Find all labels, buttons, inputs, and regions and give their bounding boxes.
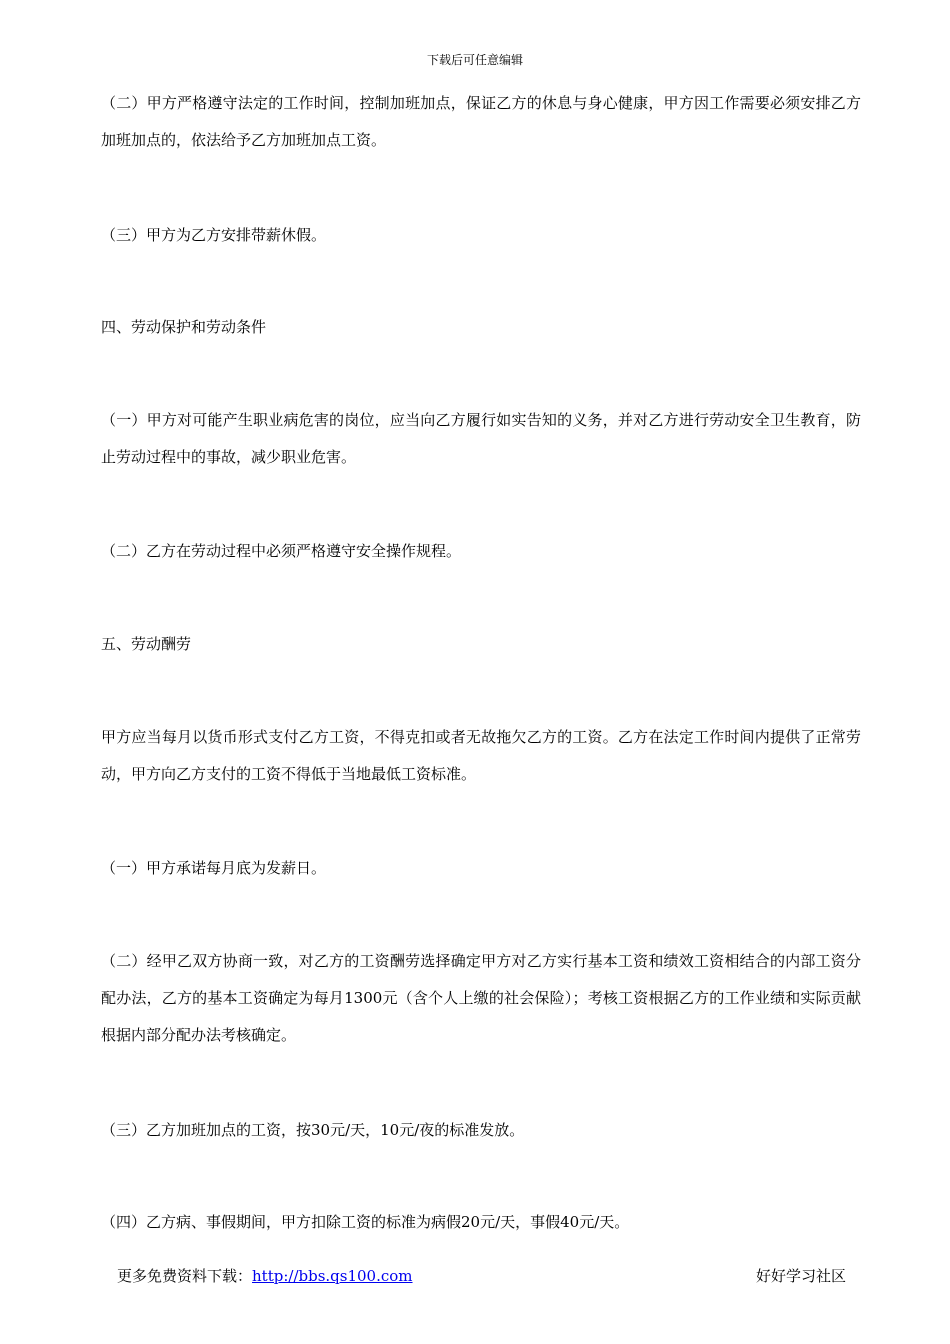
footer-download-label: 更多免费资料下载： bbox=[117, 1267, 253, 1285]
paragraph-paid-leave: （三）甲方为乙方安排带薪休假。 bbox=[101, 226, 327, 244]
section-heading-remuneration: 五、劳动酬劳 bbox=[101, 635, 192, 653]
header-note: 下载后可任意编辑 bbox=[426, 53, 523, 67]
paragraph-occupational-hazard: （一）甲方对可能产生职业病危害的岗位，应当向乙方履行如实告知的义务，并对乙方进行劳动安全卫生教育，防止劳动过程中的事故，减少职业危害。 bbox=[101, 411, 861, 466]
footer-download-link[interactable]: http://bbs.qs100.com bbox=[252, 1267, 413, 1285]
footer-left bbox=[117, 1267, 413, 1285]
paragraph-payday: （一）甲方承诺每月底为发薪日。 bbox=[101, 859, 327, 877]
paragraph-wage-payment: 甲方应当每月以货币形式支付乙方工资，不得克扣或者无故拖欠乙方的工资。乙方在法定工作时间内提供了正常劳动，甲方向乙方支付的工资不得低于当地最低工资标准。 bbox=[101, 728, 861, 783]
paragraph-leave-deduction: （四）乙方病、事假期间，甲方扣除工资的标准为病假20元/天，事假40元/天。 bbox=[101, 1213, 630, 1231]
paragraph-safety-rules: （二）乙方在劳动过程中必须严格遵守安全操作规程。 bbox=[101, 542, 462, 560]
paragraph-overtime-pay: （三）乙方加班加点的工资，按30元/天，10元/夜的标准发放。 bbox=[101, 1121, 525, 1139]
paragraph-wage-structure: （二）经甲乙双方协商一致，对乙方的工资酬劳选择确定甲方对乙方实行基本工资和绩效工资相结合的内部工资分配办法，乙方的基本工资确定为每月1300元（含个人上缴的社会保险）；考核工资根据乙方的工作业绩和实际贡献根据内部分配办法考核确定。 bbox=[101, 952, 861, 1044]
paragraph-overtime: （二）甲方严格遵守法定的工作时间，控制加班加点，保证乙方的休息与身心健康，甲方因工作需要必须安排乙方加班加点的，依法给予乙方加班加点工资。 bbox=[101, 94, 861, 149]
footer-community-label: 好好学习社区 bbox=[755, 1267, 846, 1285]
section-heading-labor-protection: 四、劳动保护和劳动条件 bbox=[101, 318, 267, 336]
